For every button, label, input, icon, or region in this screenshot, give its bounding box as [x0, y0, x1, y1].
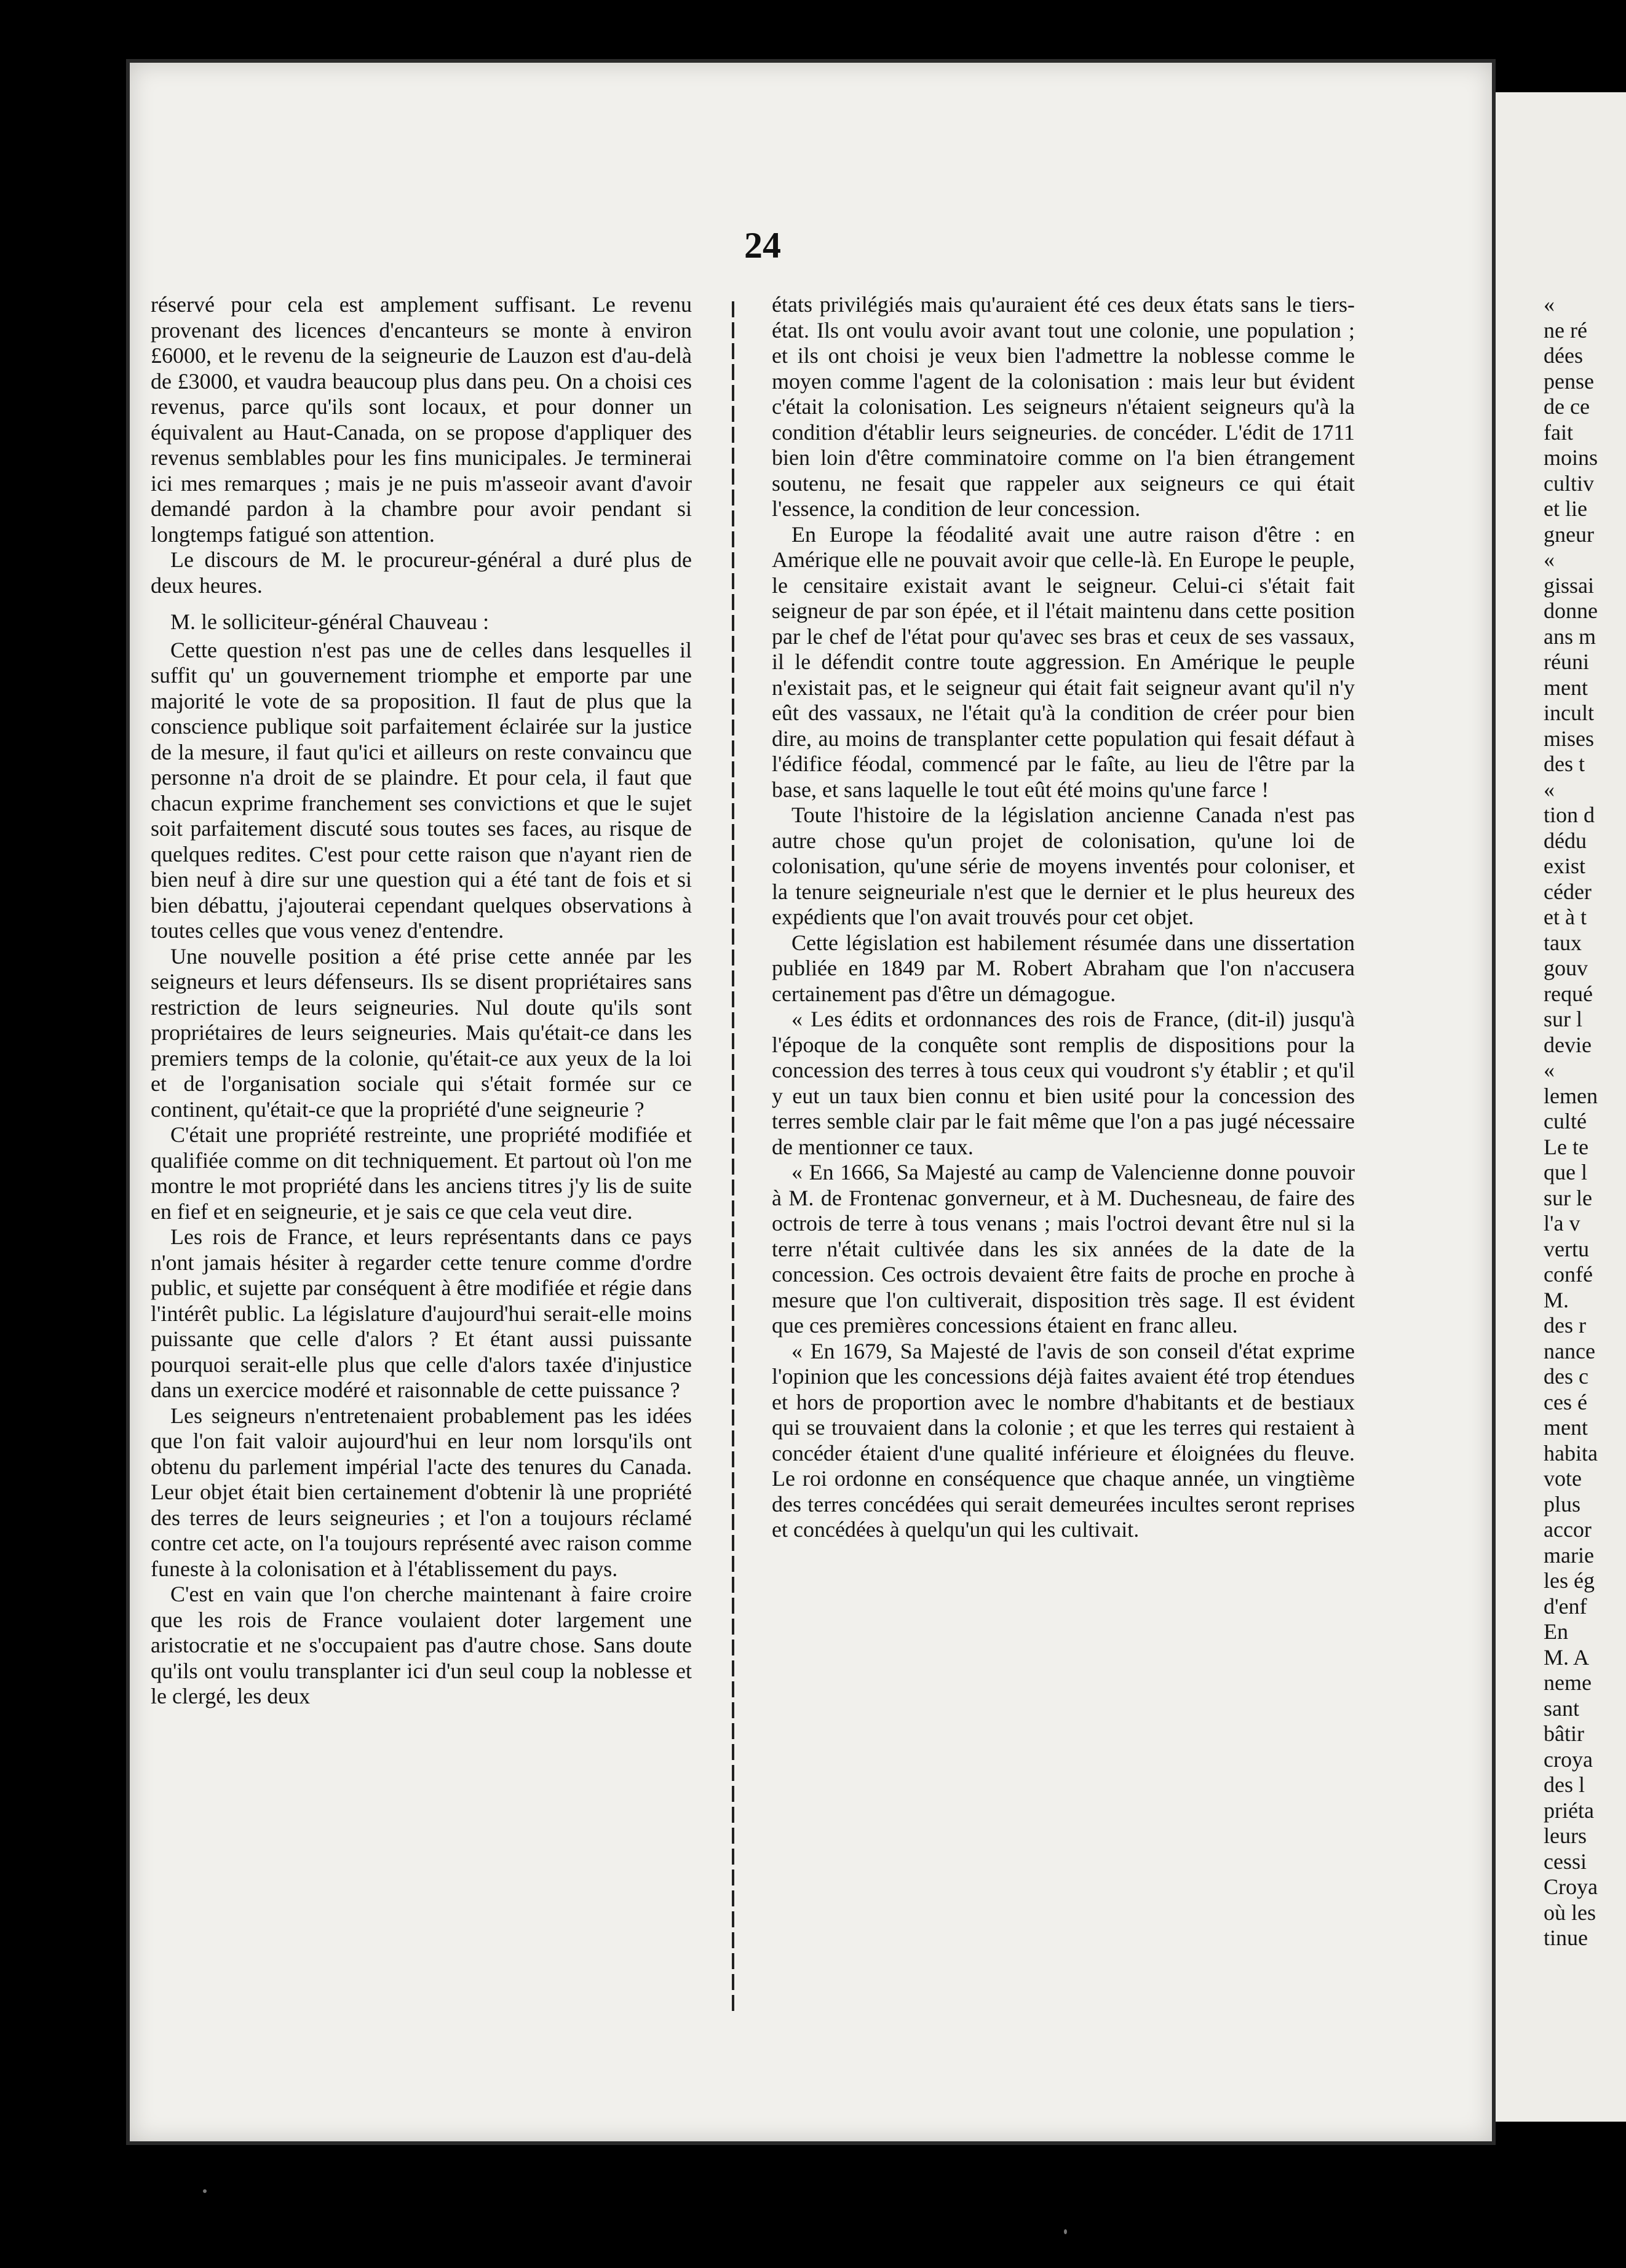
fragment-line: ment: [1544, 675, 1588, 700]
fragment-line: ces é: [1544, 1389, 1587, 1414]
speaker-heading: M. le solliciteur-général Chauveau :: [170, 609, 490, 634]
paragraph: Cette question n'est pas une de celles dans lesquelles il suffit qu' un gouvernement triomphe et emporte par une majorité le vote de sa proposition. Il faut de plus que la conscience publique soit parfaitement éclairée sur la justice de la mesure, il faut qu'ici et ailleurs on reste convaincu que personne n'a droit de se plaindre. Et pour cela, il faut que chacun exprime franchement ses convictions et que le sujet soit parfaitement discuté sous toutes ses faces, au risque de quelques redites. C'est pour cette raison que n'ayant rien de bien neuf à dire sur une question qui a été tant de fois et si bien débattu, j'ajouterai cependant quelques observations à toutes celles que vous venez d'entendre.: [151, 637, 692, 943]
fragment-line: incult: [1544, 700, 1594, 725]
fragment-line: M. A: [1544, 1644, 1590, 1670]
fragment-line: gouv: [1544, 956, 1588, 980]
fragment-line: devie: [1544, 1032, 1592, 1057]
fragment-line: exist: [1544, 854, 1585, 878]
fragment-line: priéta: [1544, 1798, 1594, 1823]
fragment-line: des r: [1544, 1313, 1586, 1338]
fragment-line: donne: [1544, 598, 1598, 623]
quote-paragraph: « Les édits et ordonnances des rois de France, (dit-il) jusqu'à l'époque de la conquête sont remplis de dispositions pour la concession des terres à tous ceux qui voudront s'y établir ; et qu'il y eut un taux bien connu et bien usité pour la concession des terres semble clair par le fait même que l'on a pas jugé nécessaire de mentionner ce taux.: [772, 1007, 1355, 1159]
fragment-line: croya: [1544, 1747, 1593, 1772]
fragment-line: sant: [1544, 1695, 1579, 1721]
fragment-line: des l: [1544, 1772, 1585, 1797]
quote-paragraph: « En 1679, Sa Majesté de l'avis de son conseil d'état exprime l'opinion que les concessions déjà faites avaient été trop étendues et hors de proportion avec le nombre d'habitants et de bestiaux qui se trouvaient dans la colonie ; et que les terres qui restaient à concéder étaient d'une qualité inférieure et éloignées du fleuve. Le roi ordonne en conséquence que chaque année, un vingtième des terres concédées qui serait demeurées incultes seront reprises et concédées à quelqu'un qui les cultivait.: [772, 1338, 1355, 1542]
paragraph: Le discours de M. le procureur-général a duré plus de deux heures.: [151, 547, 692, 598]
fragment-line: Le te: [1544, 1134, 1588, 1159]
fragment-line: requé: [1544, 981, 1593, 1006]
left-column: [151, 292, 692, 1710]
paragraph: C'est en vain que l'on cherche maintenant à faire croire que les rois de France voulaient doter largement une aristocratie et ne s'occupaient pas d'autre chose. Sans doute qu'ils ont voulu transplanter ici d'un seul coup la noblesse et le clergé, les deux: [151, 1582, 692, 1708]
fragment-line: «: [1544, 547, 1555, 572]
fragment-line: habita: [1544, 1440, 1598, 1465]
fragment-line: gissai: [1544, 573, 1595, 598]
fragment-line: des c: [1544, 1364, 1588, 1389]
paragraph: états privilégiés mais qu'auraient été ces deux états sans le tiers-état. Ils ont voulu avoir avant tout une colonie, une population ; et ils ont choisi je veux bien l'admettre la noblesse comme le moyen comme l'agent de la colonisation : mais leur but évident c'était la colonisation. Les seigneurs n'étaient seigneurs qu'à la condition d'établir leurs seigneuries. de concéder. L'édit de 1711 bien loin d'être comminatoire comme on l'a bien étrangement soutenu, ne fesait que rappeler aux seigneurs ce qui était l'essence, la condition de leur concession.: [772, 292, 1355, 521]
fragment-line: nance: [1544, 1338, 1595, 1363]
fragment-line: mises: [1544, 726, 1595, 751]
fragment-line: les ég: [1544, 1568, 1595, 1593]
fragment-line: où les: [1544, 1900, 1596, 1925]
fragment-line: neme: [1544, 1670, 1592, 1695]
paragraph: Une nouvelle position a été prise cette année par les seigneurs et leurs défenseurs. Ils se disent propriétaires sans restriction de leurs seigneuries. Nul doute qu'ils sont propriétaires de leurs seigneuries. Mais qu'était-ce dans les premiers temps de la colonie, qu'était-ce aux yeux de la loi et de l'organisation sociale qui s'était formée sur ce continent, qu'était-ce que la propriété d'une seigneurie ?: [151, 943, 692, 1122]
fragment-line: bâtir: [1544, 1721, 1584, 1746]
fragment-line: marie: [1544, 1542, 1594, 1568]
paragraph: réservé pour cela est amplement suffisant. Le revenu provenant des licences d'encanteurs se monte à environ £6000, et le revenu de la seigneurie de Lauzon est d'au-delà de £3000, et vaudra beaucoup plus dans peu. On a choisi ces revenus, parce qu'ils sont locaux, et pour donner un équivalent au Haut-Canada, on se propose d'appliquer des revenus semblables pour les fins municipales. Je terminerai ici mes remarques ; mais je ne puis m'asseoir avant d'avoir demandé pardon à la chambre pour avoir pendant si longtemps fatigué son attention.: [151, 292, 692, 547]
fragment-line: l'a v: [1544, 1211, 1580, 1235]
fragment-line: «: [1544, 292, 1555, 317]
fragment-line: confé: [1544, 1262, 1593, 1287]
fragment-line: ment: [1544, 1415, 1588, 1440]
fragment-line: lemen: [1544, 1083, 1598, 1108]
fragment-line: cessi: [1544, 1849, 1587, 1874]
fragment-line: et lie: [1544, 496, 1587, 521]
fragment-line: vertu: [1544, 1236, 1589, 1261]
fragment-line: plus: [1544, 1491, 1581, 1517]
fragment-line: gneur: [1544, 521, 1594, 547]
paragraph: Les rois de France, et leurs représentants dans ce pays n'ont jamais hésiter à regarder cette tenure comme d'ordre public, et sujette par conséquent à être modifiée et régie dans l'intérêt public. La législature d'aujourd'hui serait-elle moins puissante que celle d'alors ? Et étant aussi puissante pourquoi serait-elle plus que celle d'alors taxée d'injustice dans un exercice modéré et raisonnable de cette puissance ?: [151, 1224, 692, 1402]
scan-speck: [203, 2189, 207, 2193]
right-column: [772, 292, 1355, 1543]
fragment-line: des t: [1544, 751, 1585, 776]
fragment-line: et à t: [1544, 905, 1587, 929]
paragraph: En Europe la féodalité avait une autre raison d'être : en Amérique elle ne pouvait avoir que celle-là. En Europe le peuple, le censitaire existait avant le seigneur. Celui-ci s'était fait seigneur de par son épée, et il l'était maintenu dans cette position par le chef de l'état pour qu'avec ses bras et ceux de ses vassaux, il le défendit contre toute aggression. En Amérique le peuple n'existait pas, et le seigneur qui était fait seigneur avant qu'il n'y eût des vassaux, ne l'était qu'à la condition de créer pour bien dire, au moins de transplanter cette population qui fesait défaut à l'édifice féodal, commencé par le faîte, au lieu de l'être par la base, et sans laquelle le tout eût été moins qu'une farce !: [772, 521, 1355, 802]
fragment-line: Croya: [1544, 1874, 1598, 1899]
fragment-line: sur le: [1544, 1185, 1592, 1210]
paragraph: C'était une propriété restreinte, une propriété modifiée et qualifiée comme on dit techniquement. Et partout où l'on me montre le mot propriété dans les anciens titres j'y lis de suite en fief et en seigneurie, et je sais ce que cela veut dire.: [151, 1122, 692, 1224]
fragment-line: culté: [1544, 1109, 1587, 1133]
fragment-line: de ce: [1544, 394, 1590, 419]
facing-page-text-fragment: [1544, 292, 1626, 1951]
fragment-line: «: [1544, 1058, 1555, 1082]
fragment-line: fait: [1544, 419, 1573, 445]
quote-paragraph: « En 1666, Sa Majesté au camp de Valencienne donne pouvoir à M. de Frontenac gonverneur, et à M. Duchesneau, de faire des octrois de terre à tous venans ; mais l'octroi devant être nul si la terre n'était cultivée dans les six années de la date de la concession. Ces octrois devaient être faits de proche en proche à mesure que l'on cultiverait, disposition très sage. Il est évident que ces premières concessions étaient en franc alleu.: [772, 1160, 1355, 1338]
fragment-line: accor: [1544, 1517, 1592, 1542]
fragment-line: pense: [1544, 368, 1594, 394]
fragment-line: vote: [1544, 1466, 1582, 1491]
scan-speck: [1064, 2229, 1067, 2234]
fragment-line: En: [1544, 1619, 1568, 1644]
fragment-line: que l: [1544, 1160, 1587, 1184]
fragment-line: «: [1544, 777, 1555, 802]
fragment-line: moins: [1544, 445, 1598, 470]
fragment-line: dées: [1544, 343, 1583, 368]
fragment-line: dédu: [1544, 828, 1587, 853]
paragraph: Toute l'histoire de la législation ancienne Canada n'est pas autre chose qu'un projet de colonisation, qu'une loi de colonisation, qu'une série de moyens inventés pour coloniser, et la tenure seigneuriale n'est que le dernier et le plus heureux des expédients que l'on avait trouvés pour cet objet.: [772, 803, 1355, 929]
page-number: 24: [744, 225, 781, 266]
fragment-line: réuni: [1544, 649, 1589, 674]
fragment-line: d'enf: [1544, 1593, 1587, 1619]
fragment-line: tion d: [1544, 803, 1595, 827]
fragment-line: tinue: [1544, 1925, 1588, 1950]
fragment-line: cultiv: [1544, 470, 1594, 496]
column-divider: [732, 301, 734, 2011]
fragment-line: sur l: [1544, 1007, 1582, 1031]
paragraph: Les seigneurs n'entretenaient probablement pas les idées que l'on fait valoir aujourd'hui en leur nom lorsqu'ils ont obtenu du parlement impérial l'acte des tenures du Canada. Leur objet était bien certainement d'obtenir là une propriété des terres de leurs seigneuries ; et l'on a toujours réclamé contre cet acte, on l'a toujours représenté avec raison comme funeste à la colonisation et à l'établissement du pays.: [151, 1403, 692, 1581]
paragraph: Cette législation est habilement résumée dans une dissertation publiée en 1849 par M. Robert Abraham que l'on n'accusera certainement pas d'être un démagogue.: [772, 930, 1355, 1006]
fragment-line: M.: [1544, 1287, 1569, 1312]
fragment-line: leurs: [1544, 1823, 1587, 1848]
fragment-line: taux: [1544, 930, 1582, 955]
fragment-line: céder: [1544, 879, 1592, 904]
fragment-line: ne ré: [1544, 317, 1587, 343]
fragment-line: ans m: [1544, 624, 1596, 649]
